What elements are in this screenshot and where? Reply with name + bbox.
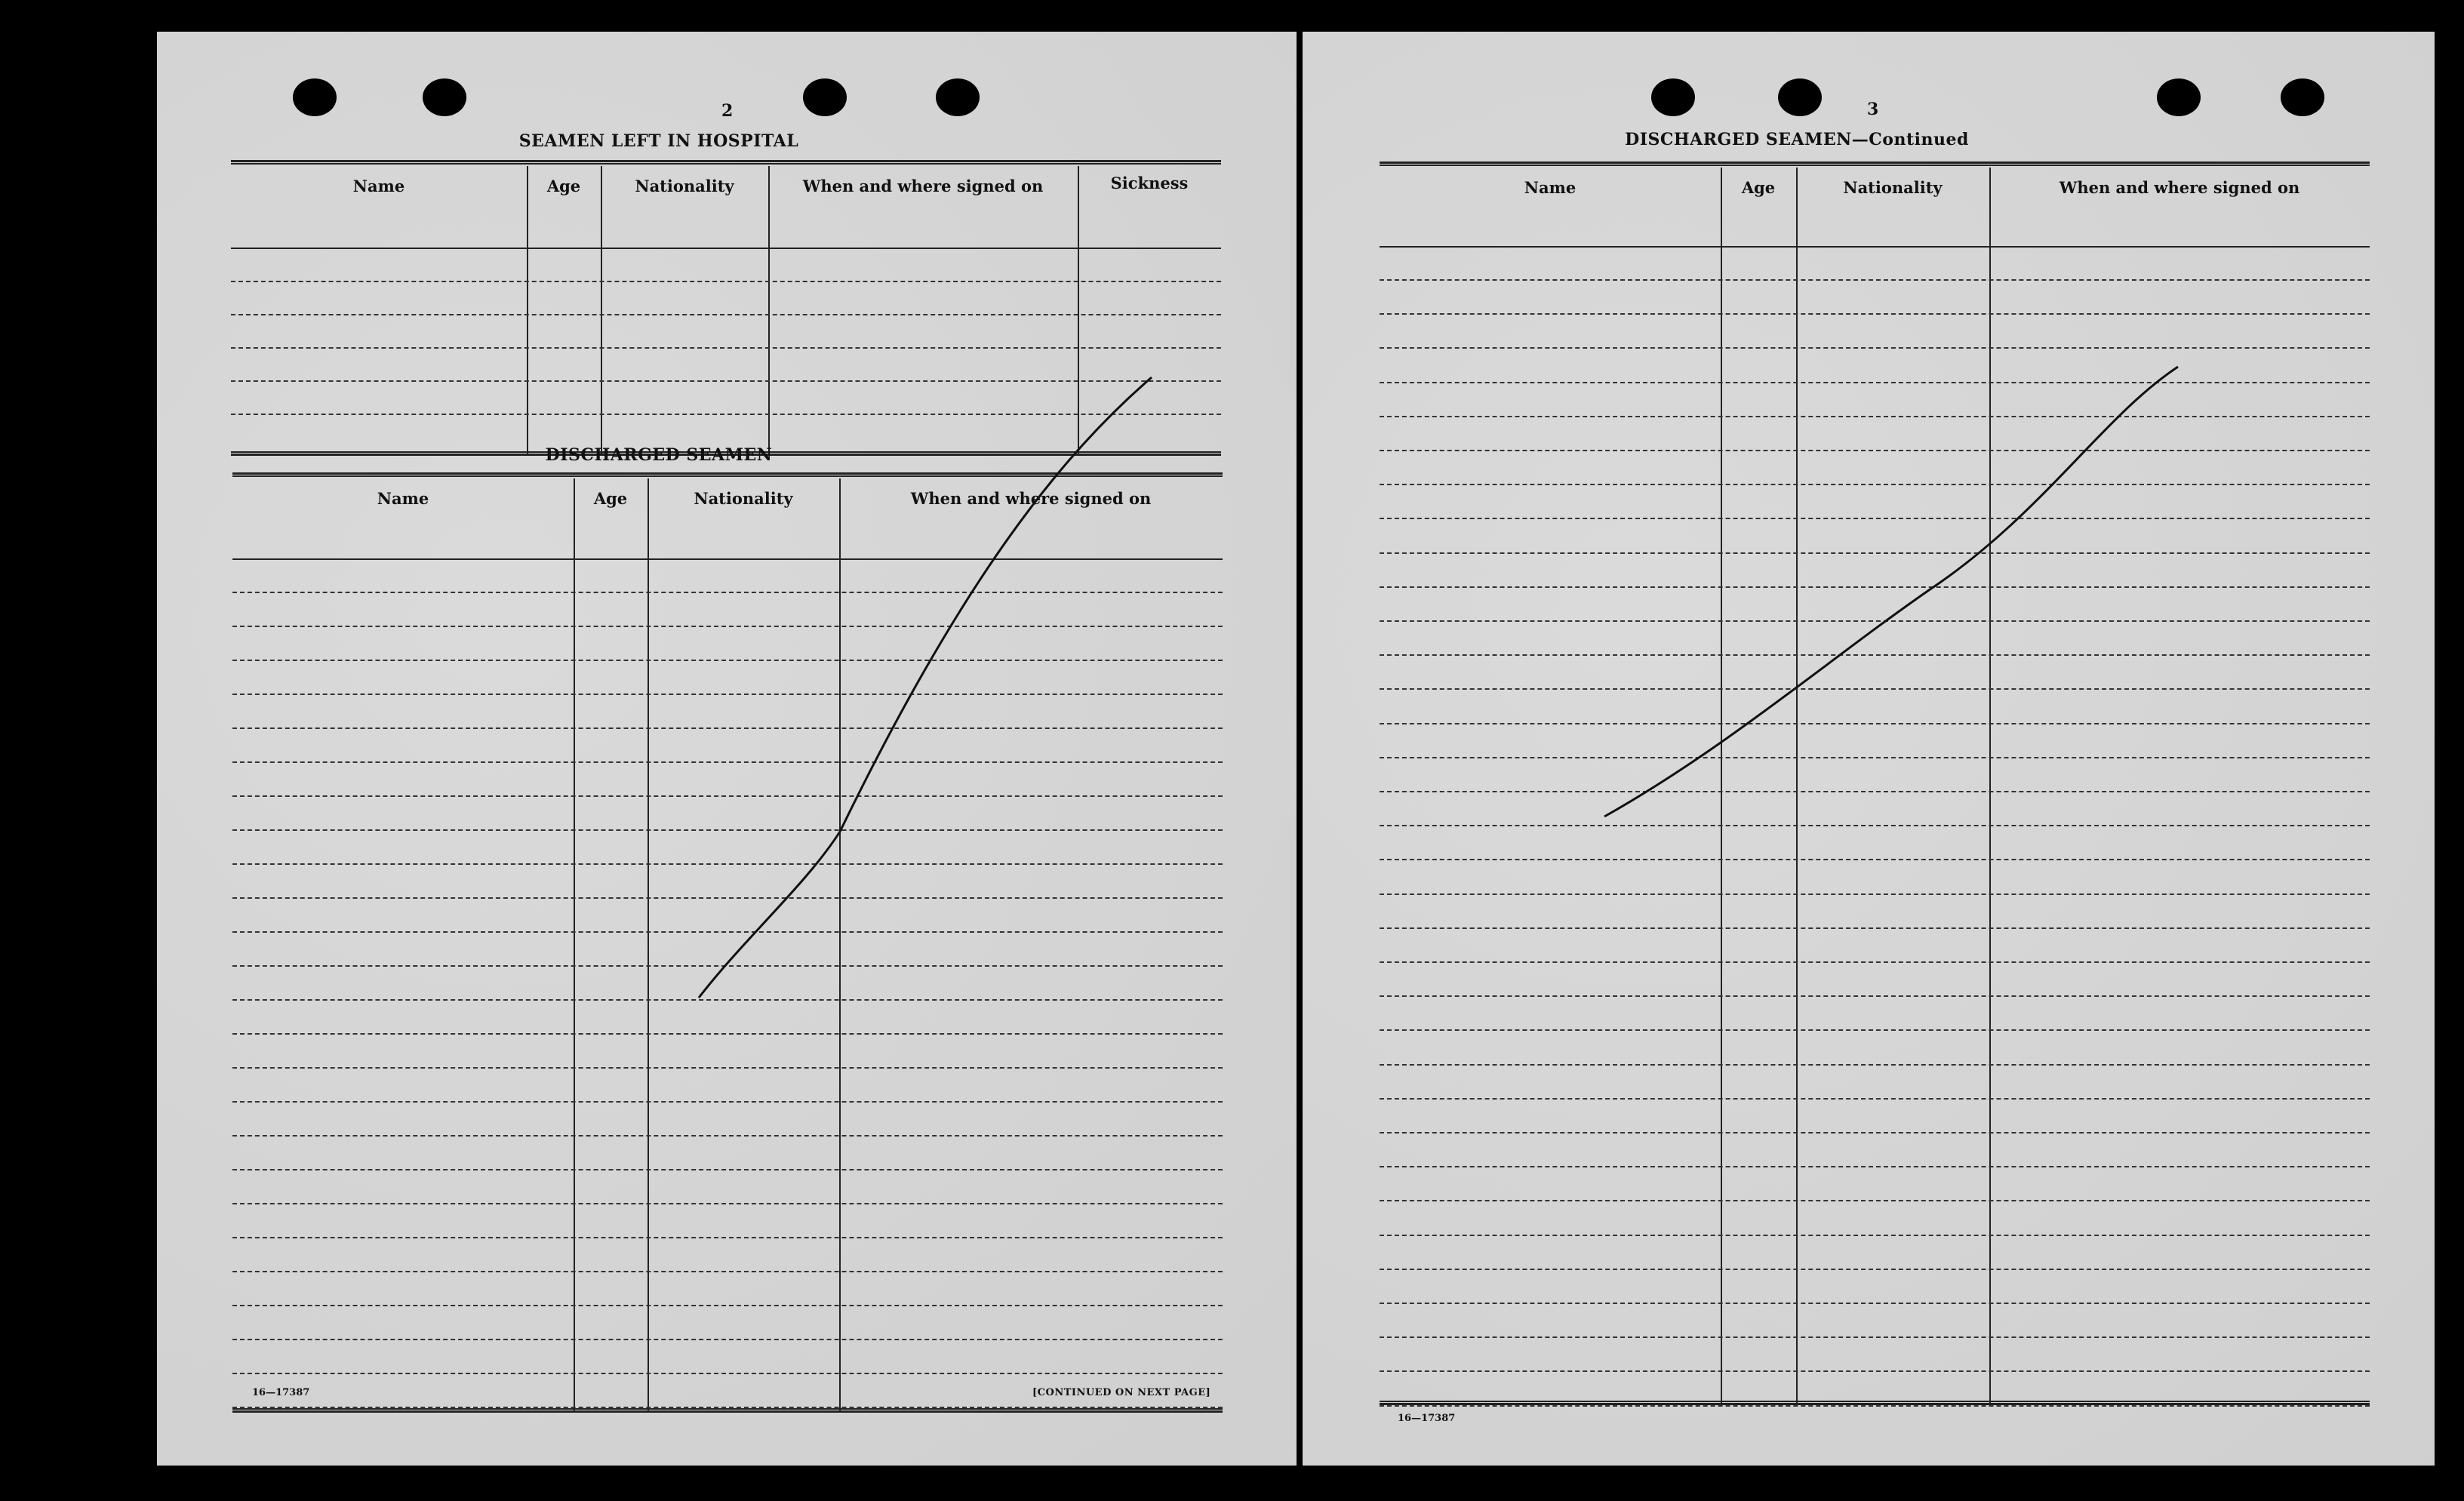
header-divider	[231, 248, 1221, 249]
discharged-continued-table	[1380, 161, 2370, 1405]
column-divider	[648, 478, 649, 1413]
table-row	[232, 1135, 1223, 1137]
table-row	[1380, 416, 2370, 417]
column-divider	[1989, 168, 1991, 1405]
column-header-nationality: Nationality	[1843, 177, 1943, 197]
punch-hole	[936, 78, 980, 116]
table-row	[232, 1407, 1223, 1408]
table-row	[1380, 1303, 2370, 1304]
table-row	[1380, 894, 2370, 895]
table-row	[1380, 620, 2370, 622]
table-row	[1380, 1098, 2370, 1100]
table-row	[232, 965, 1223, 967]
discharged-section-title: DISCHARGED SEAMEN	[545, 445, 773, 465]
table-row	[232, 1339, 1223, 1340]
punch-hole	[423, 78, 466, 116]
table-row	[1380, 791, 2370, 792]
column-divider	[1078, 166, 1079, 456]
table-row	[1380, 552, 2370, 554]
table-row	[231, 281, 1221, 282]
table-row	[232, 829, 1223, 831]
discharged-continued-section-title: DISCHARGED SEAMEN—Continued	[1625, 130, 1969, 149]
table-row	[1380, 518, 2370, 519]
table-row	[231, 314, 1221, 315]
table-row	[232, 592, 1223, 593]
column-divider	[768, 166, 770, 456]
table-row	[1380, 313, 2370, 315]
table-row	[1380, 382, 2370, 383]
hospital-section-title: SEAMEN LEFT IN HOSPITAL	[518, 131, 799, 151]
table-row	[1380, 1064, 2370, 1066]
column-header-when-where-signed-on: When and where signed on	[2059, 177, 2300, 197]
left-page	[157, 32, 1297, 1466]
table-row	[232, 1305, 1223, 1306]
column-header-age: Age	[546, 176, 581, 195]
table-row	[231, 380, 1221, 382]
punch-hole	[803, 78, 847, 116]
table-row	[1380, 1370, 2370, 1372]
table-row	[1380, 688, 2370, 690]
table-row	[1380, 723, 2370, 724]
table-row	[1380, 995, 2370, 997]
table-row	[1380, 1336, 2370, 1338]
column-divider	[1721, 168, 1722, 1405]
table-row	[232, 761, 1223, 763]
table-row	[232, 1101, 1223, 1103]
column-divider	[574, 478, 575, 1413]
table-row	[232, 795, 1223, 797]
table-row	[1380, 1269, 2370, 1270]
column-header-age: Age	[1741, 177, 1776, 197]
column-header-sickness: Sickness	[1110, 173, 1189, 192]
table-row	[232, 863, 1223, 865]
table-row	[232, 626, 1223, 627]
table-row	[232, 727, 1223, 729]
form-number: 16—17387	[1398, 1413, 1456, 1424]
table-row	[232, 660, 1223, 661]
column-header-name: Name	[377, 488, 429, 508]
column-divider	[527, 166, 528, 456]
page-number: 2	[721, 101, 734, 121]
column-divider	[1796, 168, 1798, 1405]
table-row	[1380, 279, 2370, 281]
table-row	[232, 694, 1223, 695]
table-row	[1380, 1235, 2370, 1236]
discharged-table	[232, 472, 1223, 1413]
table-row	[1380, 1132, 2370, 1133]
table-row	[1380, 927, 2370, 929]
table-row	[1380, 450, 2370, 451]
column-header-age: Age	[593, 488, 628, 508]
table-row	[1380, 586, 2370, 588]
table-row	[1380, 654, 2370, 656]
table-row	[232, 999, 1223, 1001]
header-divider	[232, 558, 1223, 560]
table-row	[232, 1203, 1223, 1204]
page-number: 3	[1867, 100, 1879, 119]
column-header-name: Name	[352, 176, 405, 195]
table-row	[1380, 347, 2370, 349]
punch-hole	[2157, 78, 2201, 116]
table-row	[232, 1033, 1223, 1035]
column-header-nationality: Nationality	[635, 176, 734, 195]
table-row	[1380, 961, 2370, 963]
table-row	[231, 414, 1221, 415]
right-page	[1303, 32, 2435, 1466]
table-row	[1380, 1405, 2370, 1407]
form-number: 16—17387	[252, 1387, 310, 1398]
column-header-name: Name	[1524, 177, 1577, 197]
table-row	[232, 1067, 1223, 1069]
column-header-when-where-signed-on: When and where signed on	[802, 176, 1044, 195]
table-row	[232, 1271, 1223, 1272]
column-header-when-where-signed-on: When and where signed on	[910, 488, 1152, 508]
table-row	[232, 1237, 1223, 1238]
table-row	[1380, 1200, 2370, 1201]
column-header-nationality: Nationality	[694, 488, 793, 508]
table-row	[232, 1373, 1223, 1374]
table-row	[232, 1169, 1223, 1170]
hospital-table	[231, 160, 1221, 456]
table-row	[232, 897, 1223, 899]
punch-hole	[1651, 78, 1695, 116]
continued-note: [CONTINUED ON NEXT PAGE]	[1032, 1387, 1211, 1398]
punch-hole	[293, 78, 337, 116]
table-row	[1380, 1166, 2370, 1167]
table-row	[1380, 484, 2370, 485]
table-row	[1380, 757, 2370, 758]
header-divider	[1380, 246, 2370, 248]
table-row	[232, 931, 1223, 933]
table-row	[1380, 1029, 2370, 1031]
column-divider	[839, 478, 841, 1413]
table-row	[1380, 859, 2370, 860]
column-divider	[601, 166, 602, 456]
punch-hole	[2281, 78, 2324, 116]
table-row	[1380, 825, 2370, 826]
punch-hole	[1778, 78, 1822, 116]
table-row	[231, 347, 1221, 349]
